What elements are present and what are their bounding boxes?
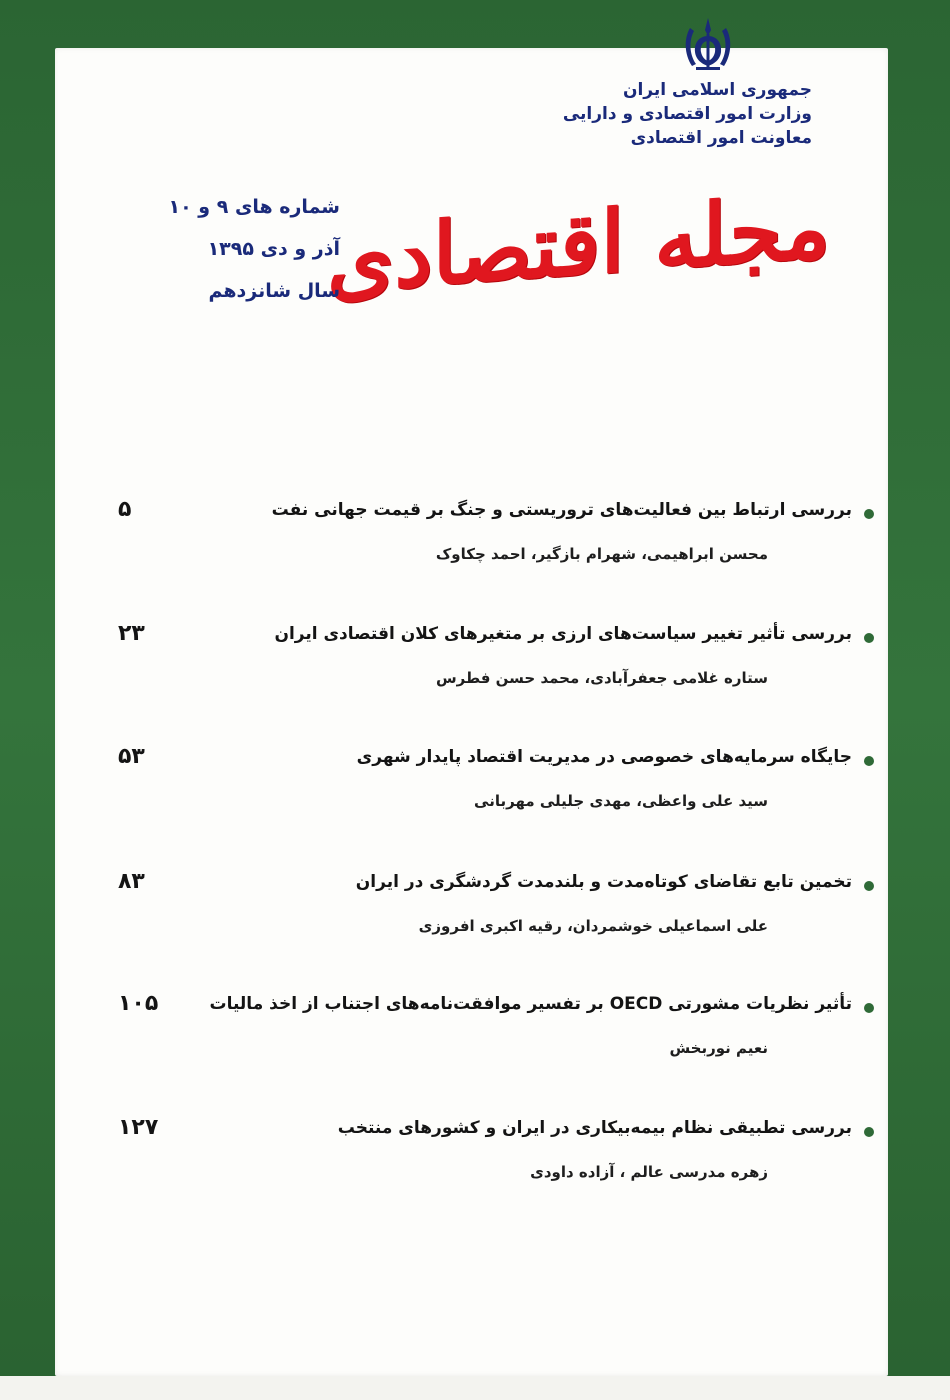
- toc-article-authors: علی اسماعیلی خوشمردان، رقیه اکبری افروزی: [418, 917, 768, 935]
- journal-title: [326, 170, 830, 320]
- gov-line-deputy: معاونت امور اقتصادی: [630, 128, 812, 148]
- toc-page-number: ۸۳: [118, 869, 145, 894]
- issue-year: سال شانزدهم: [208, 280, 340, 302]
- toc-article-title: تخمین تابع تقاضای کوتاه‌مدت و بلندمدت گردشگری در ایران: [355, 872, 852, 892]
- toc-article-authors: ستاره غلامی جعفرآبادی، محمد حسن فطرس: [435, 669, 768, 687]
- toc-page-number: ۱۰۵: [118, 991, 159, 1016]
- toc-article-title: جایگاه سرمایه‌های خصوصی در مدیریت اقتصاد پایدار شهری: [356, 747, 852, 767]
- toc-item[interactable]: [110, 495, 880, 605]
- toc-article-title: بررسی تأثیر تغییر سیاست‌های ارزی بر متغیرهای کلان اقتصادی ایران: [274, 624, 852, 644]
- toc-page-number: ۱۲۷: [118, 1115, 159, 1140]
- toc-item[interactable]: [110, 1113, 880, 1223]
- bullet-icon: [864, 756, 874, 766]
- bullet-icon: [864, 1003, 874, 1013]
- toc-article-authors: زهره مدرسی عالم ، آزاده داودی: [530, 1163, 768, 1181]
- toc-article-title: بررسی تطبیقی نظام بیمه‌بیکاری در ایران و کشورهای منتخب: [337, 1118, 852, 1138]
- toc-item[interactable]: [110, 867, 880, 977]
- toc-page-number: ۲۳: [118, 621, 145, 646]
- toc-article-title: بررسی ارتباط بین فعالیت‌های تروریستی و جنگ بر قیمت جهانی نفت: [271, 500, 852, 520]
- toc-page-number: ۵۳: [118, 744, 145, 769]
- bullet-icon: [864, 509, 874, 519]
- toc-page-number: ۵: [118, 497, 132, 522]
- gov-line-ministry: وزارت امور اقتصادی و دارایی: [562, 104, 812, 124]
- issue-date: آذر و دی ۱۳۹۵: [207, 238, 340, 260]
- toc-article-authors: نعیم نوربخش: [669, 1039, 768, 1057]
- journal-title-text: مجله اقتصادی: [326, 176, 830, 313]
- toc-article-authors: محسن ابراهیمی، شهرام بازگیر، احمد چکاوک: [435, 545, 768, 563]
- bullet-icon: [864, 881, 874, 891]
- toc-article-title: تأثیر نظریات مشورتی OECD بر تفسیر موافقت‌نامه‌های اجتناب از اخذ مالیات: [209, 994, 852, 1014]
- gov-line-republic: جمهوری اسلامی ایران: [622, 80, 812, 100]
- bottom-strip: [0, 1376, 950, 1400]
- issue-info: [150, 186, 340, 312]
- toc-item[interactable]: [110, 989, 880, 1099]
- toc-article-authors: سید علی واعظی، مهدی جلیلی مهربانی: [474, 792, 768, 810]
- iran-emblem-icon: [678, 14, 738, 72]
- toc-item[interactable]: [110, 619, 880, 729]
- bullet-icon: [864, 633, 874, 643]
- issue-number: شماره های ۹ و ۱۰: [168, 196, 340, 218]
- government-header: [392, 78, 812, 150]
- bullet-icon: [864, 1127, 874, 1137]
- toc-item[interactable]: [110, 742, 880, 852]
